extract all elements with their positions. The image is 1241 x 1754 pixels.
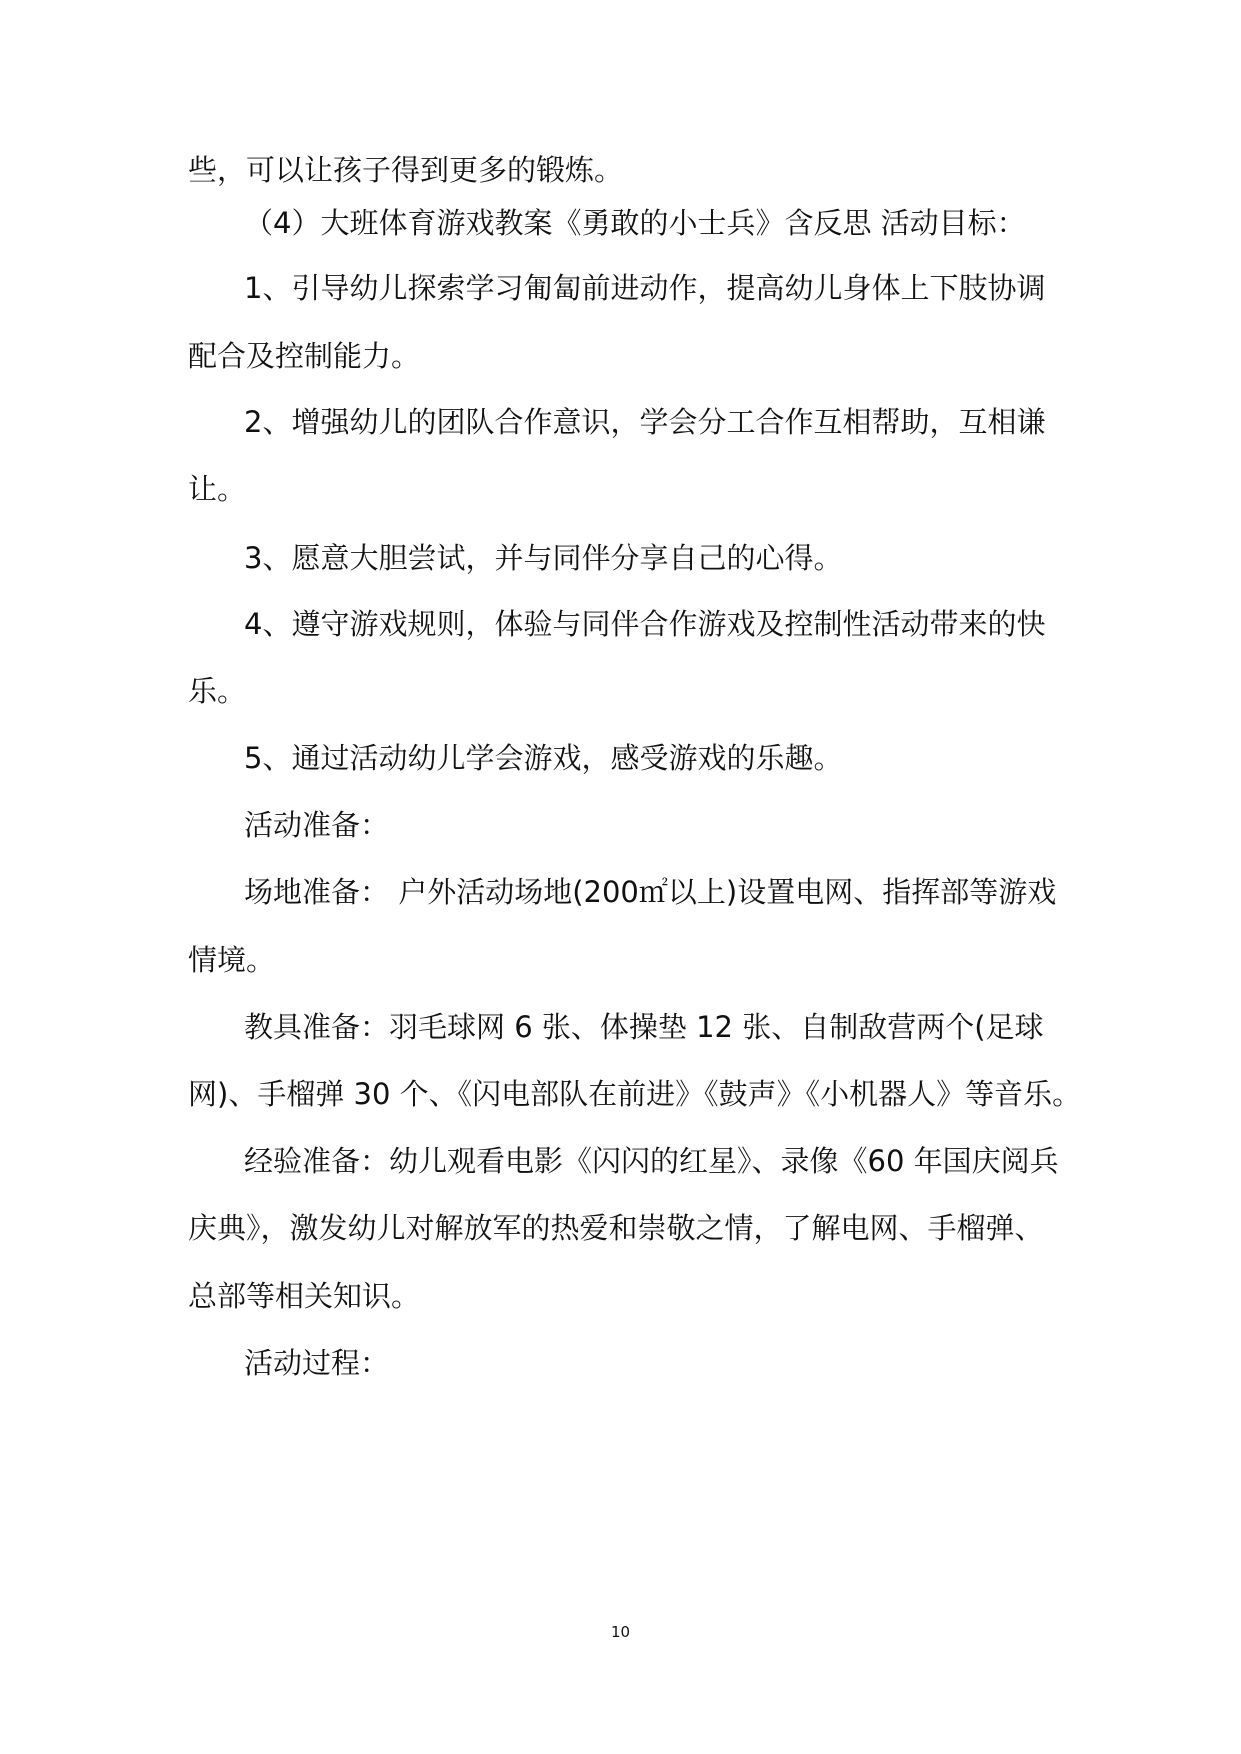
text-line: 1、引导幼儿探索学习匍匐前进动作，提高幼儿身体上下肢协调: [244, 271, 1046, 305]
text-line: 活动准备：: [244, 808, 390, 842]
text-line: 经验准备：幼儿观看电影《闪闪的红星》、录像《60 年国庆阅兵: [244, 1144, 1059, 1178]
text-line: 3、愿意大胆尝试，并与同伴分享自己的心得。: [244, 541, 843, 575]
text-line: 2、增强幼儿的团队合作意识，学会分工合作互相帮助，互相谦: [244, 405, 1046, 439]
text-line: 网)、手榴弹 30 个、《闪电部队在前进》《鼓声》《小机器人》等音乐。: [188, 1077, 1082, 1111]
text-line: 让。: [188, 472, 247, 506]
text-line: 总部等相关知识。: [188, 1279, 421, 1313]
text-line: 些，可以让孩子得到更多的锻炼。: [188, 153, 624, 187]
text-line: 4、遵守游戏规则，体验与同伴合作游戏及控制性活动带来的快: [244, 607, 1046, 641]
text-line: 教具准备：羽毛球网 6 张、体操垫 12 张、自制敌营两个(足球: [244, 1010, 1044, 1044]
page-number: 10: [610, 1623, 631, 1641]
text-line: 5、通过活动幼儿学会游戏，感受游戏的乐趣。: [244, 741, 843, 775]
text-line: 情境。: [188, 943, 276, 977]
text-line: 活动过程：: [244, 1346, 390, 1380]
section-heading: （4）大班体育游戏教案《勇敢的小士兵》含反思 活动目标：: [244, 206, 1026, 240]
text-line: 场地准备： 户外活动场地(200㎡以上)设置电网、指挥部等游戏: [244, 875, 1057, 909]
text-line: 乐。: [188, 674, 247, 708]
text-line: 配合及控制能力。: [188, 339, 421, 373]
text-line: 庆典》，激发幼儿对解放军的热爱和崇敬之情，了解电网、手榴弹、: [188, 1211, 1044, 1245]
